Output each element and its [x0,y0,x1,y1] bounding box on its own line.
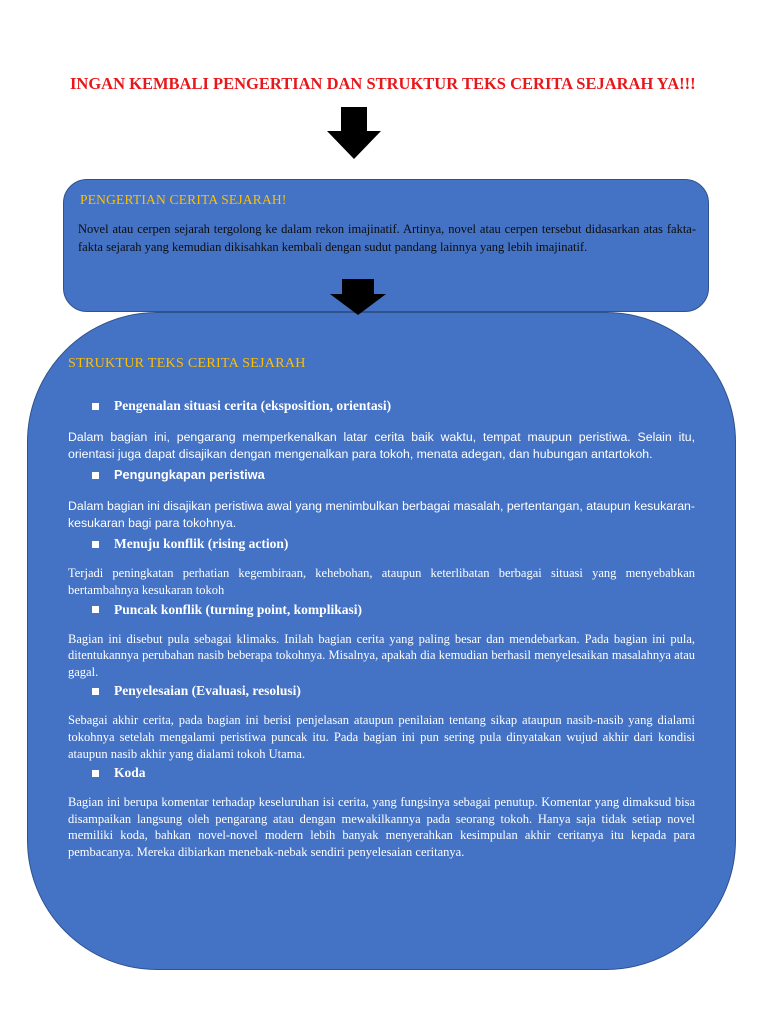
struktur-box [27,312,736,970]
pengertian-text: Novel atau cerpen sejarah tergolong ke dalam rekon imajinatif. Artinya, novel atau cerpen tersebut didasarkan atas fakta-fakta sejarah yang kemudian dikisahkan kembali dengan sudut pandang lainnya yang lebih imajinatif. [78,222,696,254]
bullet-square-icon [92,403,99,410]
bullet-square-icon [92,606,99,613]
section-text: Dalam bagian ini, pengarang memperkenalkan latar cerita baik waktu, tempat maupun peristiwa. Selain itu, orientasi juga dapat disajikan dengan mengenalkan para tokoh, menata adegan, dan hubungan antartokoh. [68,430,695,461]
bullet-square-icon [92,472,99,479]
section-heading: Penyelesaian (Evaluasi, resolusi) [92,682,695,700]
section-heading: Pengungkapan peristiwa [92,466,695,484]
section-text: Sebagai akhir cerita, pada bagian ini berisi penjelasan ataupun penilaian tentang sikap ataupun nasib-nasib yang dialami tokohnya setelah mengalami peristiwa puncak itu. Pada bagian ini pun sering pula dinyatakan wujud akhir dari kondisi ataupun nasib akhir yang dialami tokoh Utama. [68,713,695,761]
down-arrow-icon [327,107,381,159]
struktur-title: STRUKTUR TEKS CERITA SEJARAH [68,356,306,371]
pengertian-box [63,179,709,312]
section-text: Bagian ini disebut pula sebagai klimaks. Inilah bagian cerita yang paling besar dan mendebarkan. Pada bagian ini pula, ditentukannya perubahan nasib beberapa tokohnya. Misalnya, apakah dia kemudian berhasil menyelesaikan masalahnya atau gagal. [68,631,695,679]
section-heading: Puncak konflik (turning point, komplikasi) [92,601,695,619]
down-arrow-icon [330,279,386,315]
section-text: Dalam bagian ini disajikan peristiwa awal yang menimbulkan berbagai masalah, pertentangan, ataupun kesukaran-kesukaran bagi para tokohnya. [68,499,695,530]
section-text: Bagian ini berupa komentar terhadap keseluruhan isi cerita, yang fungsinya sebagai penutup. Komentar yang dimaksud bisa disampaikan langsung oleh pengarang atau dengan mewakilkannya pada seorang tokoh. Hanya saja tidak setiap novel memiliki koda, bahkan novel-novel modern lebih banyak menyerahkan kesimpulan akhir ceritanya itu kepada para pembacanya. Mereka dibiarkan menebak-nebak sendiri penyelesaian ceritanya. [68,795,695,859]
section-heading: Pengenalan situasi cerita (eksposition, orientasi) [92,397,695,415]
bullet-square-icon [92,688,99,695]
section-text: Terjadi peningkatan perhatian kegembiraan, kehebohan, ataupun keterlibatan berbagai situasi yang menyebabkan bertambahnya kesukaran tokoh [68,566,695,597]
pengertian-title: PENGERTIAN CERITA SEJARAH! [80,192,287,207]
bullet-square-icon [92,770,99,777]
bullet-square-icon [92,541,99,548]
section-heading: Koda [92,764,695,782]
page-heading: INGAN KEMBALI PENGERTIAN DAN STRUKTUR TEKS CERITA SEJARAH YA!!! [70,74,696,93]
section-heading: Menuju konflik (rising action) [92,535,695,553]
struktur-content [68,392,695,861]
